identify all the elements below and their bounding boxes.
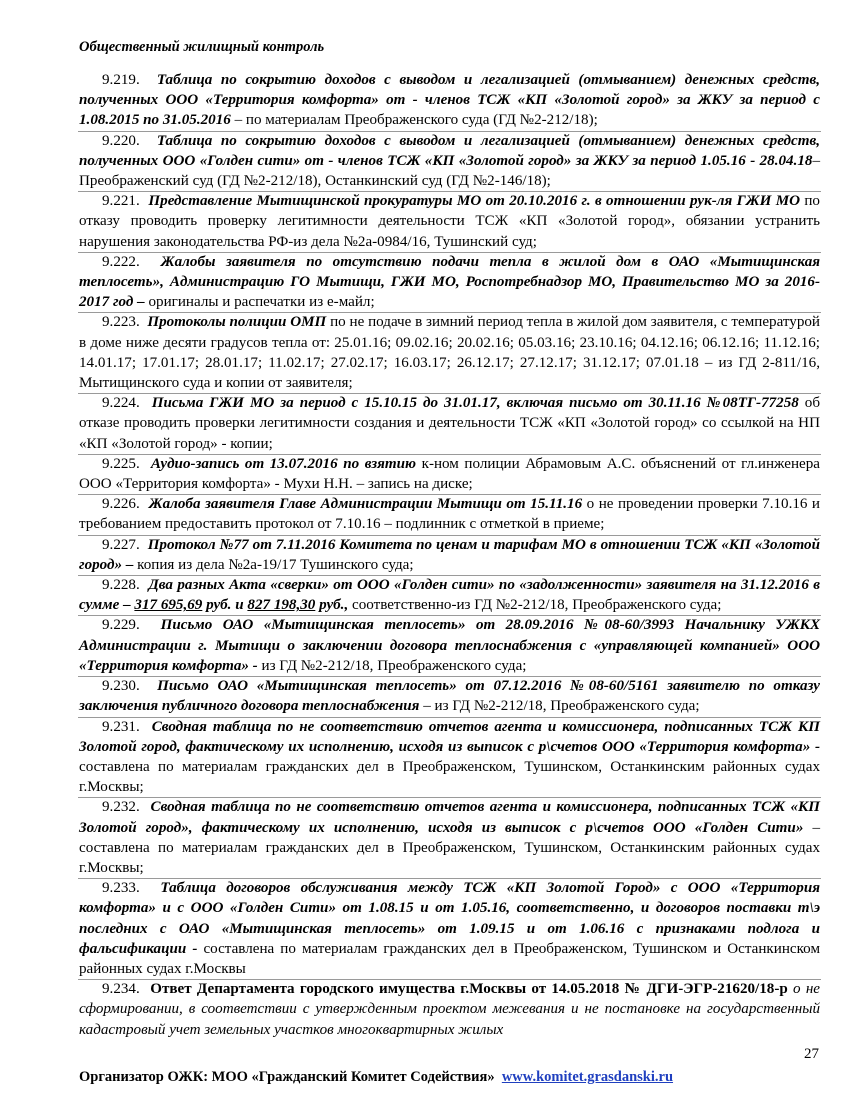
separator-line [78,676,821,677]
list-item [79,878,820,979]
item-number: 9.227. [102,536,140,553]
item-title-text: Аудио-запись от 13.07.2016 по взятию [150,455,417,472]
list-item [79,252,820,313]
footer-website-link[interactable]: www.komitet.grasdanski.ru [501,1069,674,1085]
footer [79,1069,673,1086]
item-number: 9.219. [102,72,140,88]
item-title-text: руб. и [202,597,248,614]
item-number: 9.230. [102,678,140,695]
list-item [79,797,820,878]
running-header: Общественный жилищный контроль [79,39,325,55]
item-title-text: 827 198,30 [247,597,316,614]
list-item [79,615,820,676]
item-number: 9.224. [102,395,140,412]
item-body-text: по отказу проводить проверку легитимности деятельности ТСЖ «КП «Золотой город», обязании устранить нарушения законодательства РФ-из дела №2а-0984/16, Тушинский суд; [79,193,820,250]
document-body [79,70,820,1040]
item-title-text: Таблица договоров обслуживания между ТСЖ «КП Золотой Город» с ООО «Территория комфорта» и с ООО «Голден Сити» от 1.08.15 и от 1.05.16, соответственно, и договоров поставки т\э последних с ОАО «Мытищинская теплосеть» от 1.09.15 и от 1.06.16 с признаками подлога и фальсификации - [79,880,820,957]
separator-line [78,717,821,718]
item-number: 9.231. [102,718,140,735]
separator-line [78,252,821,253]
list-item [79,454,820,494]
item-title-text: Протокол №77 от 7.11.2016 Комитета по ценам и тарифам МО в отношении ТСЖ «КП «Золотой город» – [79,536,821,573]
separator-line [78,878,821,879]
item-title-text: Таблица по сокрытию доходов с выводом и легализацией (отмыванием) денежных средств, полученных ООО «Территория комфорта» от - членов ТСЖ «КП «Золотой город» за ЖКУ за период с 1.08.2015 по 31.05.2016 [79,72,820,129]
item-body-text: оригиналы и распечатки из е-майл; [144,294,375,311]
item-title-text: Письмо ОАО «Мытищинская теплосеть» от 28.09.2016 №08-60/3993 Начальнику УЖКХ Администрации г. Мытищи о заключении договора теплоснабжения с «управляющей компанией» ООО «Территория комфорта» - [79,617,821,674]
item-title-text: Сводная таблица по не соответствию отчетов агента и комиссионера, подписанных ТСЖ «КП Золотой город», фактическому их исполнению, исходя из выписок с р\счетов ООО «Голден Сити» [79,799,821,836]
separator-line [78,393,821,394]
item-body-text: соответственно-из ГД №2-212/18, Преображенского суда; [348,597,722,614]
item-title-text: Представление Мытищинской прокуратуры МО от 20.10.2016 г. в отношении рук-ля ГЖИ МО [148,193,801,210]
item-body-text: – составлена по материалам гражданских дел в Преображенском, Тушинском, Останкинским районных судах г.Москвы; [79,819,820,876]
list-item [79,131,820,192]
list-item [79,494,820,534]
item-number: 9.233. [102,880,140,897]
separator-line [78,312,821,313]
item-title-text: Сводная таблица по не соответствию отчетов агента и комиссионера, подписанных ТСЖ КП Золотой город, фактическому их исполнению, исходя из выписок с р\счетов ООО «Территория комфорта» - [79,718,820,755]
item-body-text: составлена по материалам гражданских дел в Преображенском, Тушинском и Останкинском районных судах г.Москвы [79,940,820,977]
list-item [79,535,820,575]
item-title-text: Таблица по сокрытию доходов с выводом и легализацией (отмыванием) денежных средств, полученных ООО «Голден сити» от - членов ТСЖ «КП «Золотой город» за ЖКУ за период 1.05.16 - 28.04.18 [79,132,820,169]
item-number: 9.232. [102,799,140,816]
item-number: 9.221. [102,193,140,210]
list-item [79,717,820,798]
footer-organizer-label: Организатор ОЖК: МОО «Гражданский Комитет Содействия» [79,1069,495,1085]
item-body-text: о не проведении проверки 7.10.16 и требованием предоставить протокол от 7.10.16 – подлинник с отметкой в приеме; [79,496,821,533]
item-body-text: – Преображенский суд (ГД №2-212/18), Останкинский суд (ГД №2-146/18); [79,152,820,190]
list-item [79,676,820,716]
item-number: 9.220. [102,132,140,149]
item-body-text: об отказе проводить проверки легитимности создания и деятельности ТСЖ «КП «Золотой город» со ссылкой на НП «КП «Золотой город» - копии; [79,395,821,452]
item-title-text: руб., [315,597,349,614]
item-title-text: Ответ Департамента городского имущества г.Москвы от 14.05.2018 № ДГИ-ЭГР-21620/18-р [150,981,788,998]
separator-line [78,191,821,192]
item-number: 9.229. [102,617,140,634]
item-title-text: 317 695,69 [134,597,203,614]
item-title-text: Два разных Акта «сверки» от ООО «Голден сити» по «задолженности» заявителя на 31.12.2016 в сумме – [79,577,820,614]
item-body-text: копия из дела №2а-19/17 Тушинского суда; [133,556,414,573]
item-body-text: – из ГД №2-212/18, Преображенского суда; [419,698,700,715]
item-body-text: по не подаче в зимний период тепла в жилой дом заявителя, с температурой в доме ниже десяти градусов тепла от: 25.01.16; 09.02.16; 20.02.16; 05.03.16; 23.10.16; 04.12.16; 06.12.16; 11.12.16; 14.01.17; 17.01.17; 28.01.17; 11.02.17; 27.02.17; 16.03.17; 26.12.17; 27.12.17; 31.12.17; 07.01.18 – из ГД 2-811/16, Мытищинского суда и копии от заявителя; [79,314,820,392]
item-number: 9.228. [102,577,140,594]
item-title-text: Жалобы заявителя по отсутствию подачи тепла в жилой дом в ОАО «Мытищинская теплосеть», Администрацию ГО Мытищи, ГЖИ МО, Роспотребнадзор МО, Правительство МО за 2016-2017 год – [79,253,821,311]
page-number: 27 [804,1046,819,1062]
item-title-text: Жалоба заявителя Главе Администрации Мытищи от 15.11.16 [148,496,583,513]
separator-line [78,575,821,576]
item-body-text: – по материалам Преображенского суда (ГД №2-212/18); [230,112,598,129]
item-number: 9.234. [102,981,140,998]
item-title-text: Протоколы полиции ОМП [147,314,327,331]
item-body-text: из ГД №2-212/18, Преображенского суда; [257,657,527,674]
item-body-text: к-ном полиции Абрамовым А.С. объяснений от гл.инженера ООО «Территория комфорта» - Мухи Н.Н. – запись на диске; [79,455,821,493]
item-title-text: о не сформировании, в соответствии с утвержденным проектом межевания и не постановке на государственный кадастровый учет земельных участков многоквартирных жилых [79,981,821,1038]
separator-line [78,797,821,798]
list-item [79,979,820,1040]
separator-line [78,535,821,536]
item-number: 9.222. [102,253,140,270]
item-number: 9.226. [102,496,140,513]
separator-line [78,454,821,455]
list-item [79,191,820,252]
list-item [79,70,820,131]
item-title-text: Письмо ОАО «Мытищинская теплосеть» от 07.12.2016 №08-60/5161 заявителю по отказу заключения публичного договора теплоснабжения [79,678,820,715]
separator-line [78,615,821,616]
separator-line [78,131,821,132]
separator-line [78,979,821,980]
item-number: 9.225. [102,455,140,472]
item-body-text: составлена по материалам гражданских дел в Преображенском, Тушинском, Останкинским районных судах г.Москвы; [79,758,820,796]
list-item [79,575,820,615]
item-number: 9.223. [102,314,140,331]
list-item [79,312,820,393]
separator-line [78,494,821,495]
list-item [79,393,820,454]
item-title-text: Письма ГЖИ МО за период с 15.10.15 до 31.01.17, включая письмо от 30.11.16 №08ТГ-77258 [151,395,799,412]
